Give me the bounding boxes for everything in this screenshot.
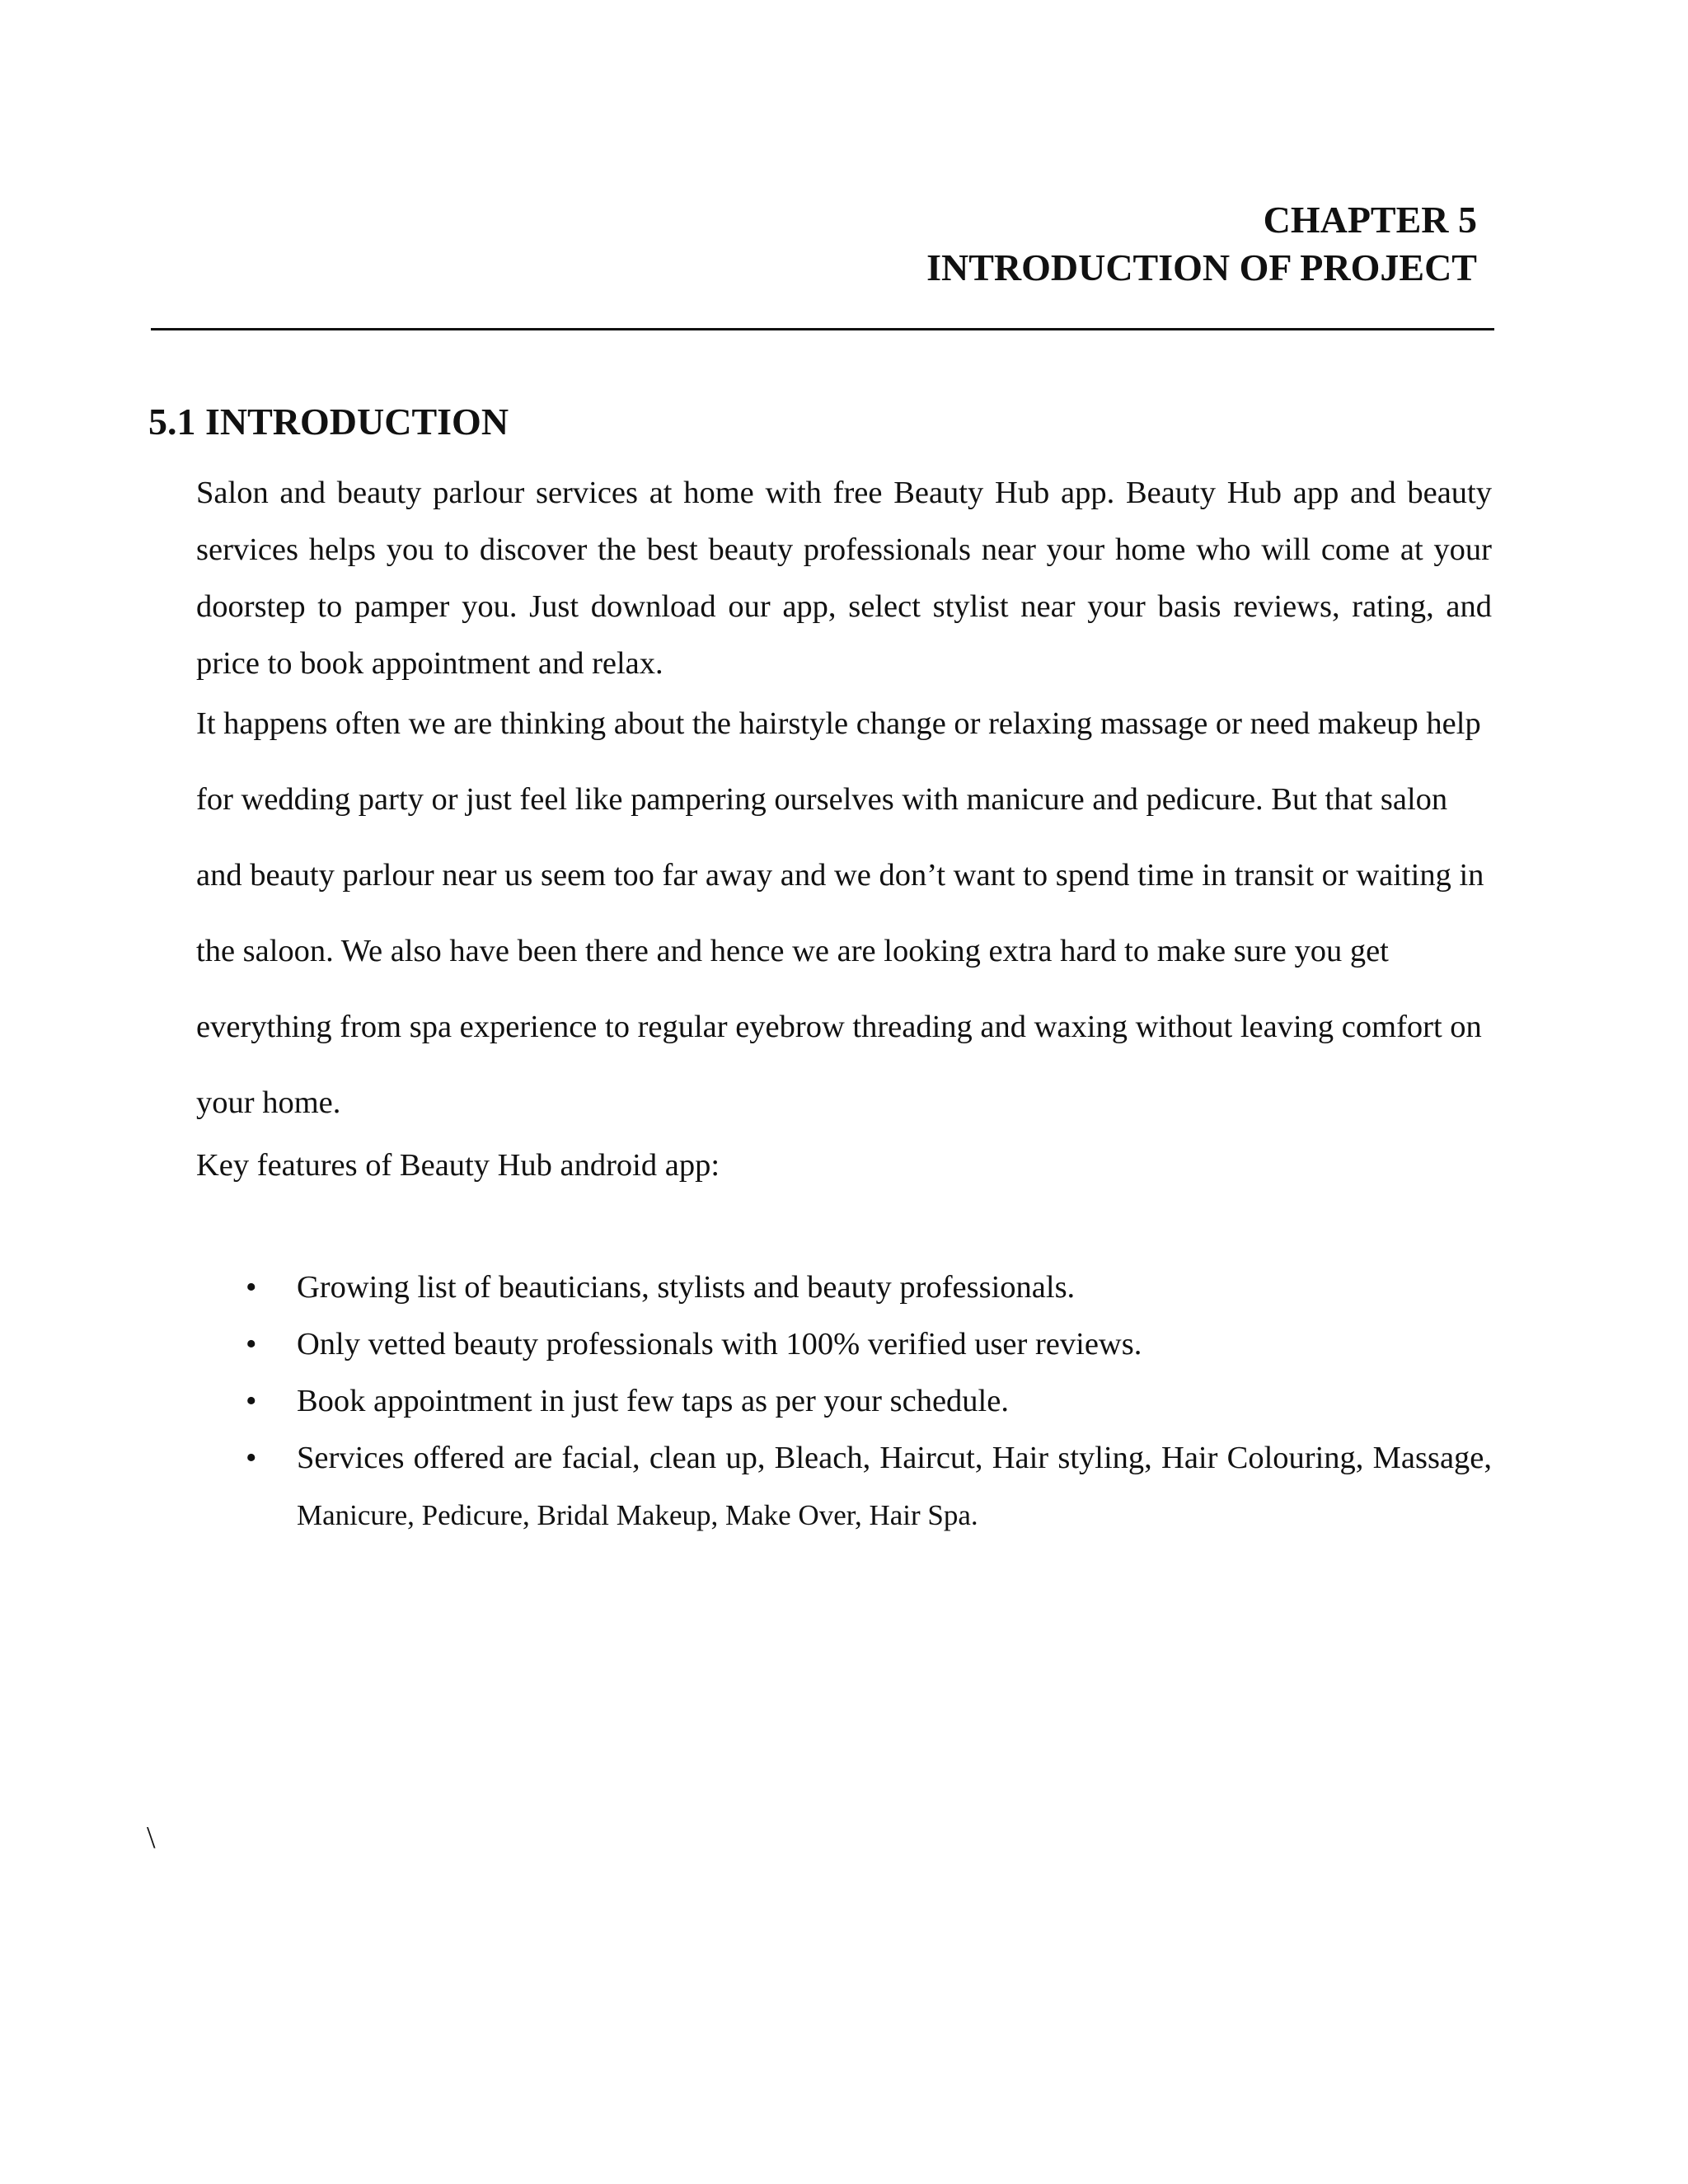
feature-text: Book appointment in just few taps as per your schedule. [297,1384,1009,1418]
bullet-icon: • [246,1384,257,1418]
bullet-icon: • [246,1441,257,1475]
section-title: 5.1 INTRODUCTION [148,401,509,443]
feature-text: Services offered are facial, clean up, Bleach, Haircut, Hair styling, Hair Colouring, Massage, [297,1441,1492,1475]
chapter-number: CHAPTER 5 [1263,199,1477,241]
header-divider [151,328,1494,330]
features-list [239,1259,1492,1544]
stray-backslash: \ [147,1821,156,1855]
bullet-icon: • [246,1327,257,1361]
chapter-title: INTRODUCTION OF PROJECT [926,246,1477,288]
intro-paragraph-2: It happens often we are thinking about the hairstyle change or relaxing massage or need makeup help for wedding party or just feel like pampering ourselves with manicure and pedicure. But that salon and beauty parlour near us seem too far away and we don’t want to spend time in transit or waiting in the saloon. We also have been there and hence we are looking extra hard to make sure you get everything from spa experience to regular eyebrow threading and waxing without leaving comfort on your home. [196,706,1484,1120]
feature-text: Growing list of beauticians, stylists and beauty professionals. [297,1270,1076,1305]
list-item [239,1316,1492,1373]
list-item [239,1430,1492,1544]
chapter-header [926,196,1477,292]
bullet-icon: • [246,1270,257,1305]
features-intro: Key features of Beauty Hub android app: [196,1148,720,1183]
list-item [239,1259,1492,1316]
list-item [239,1373,1492,1430]
feature-text: Only vetted beauty professionals with 100% verified user reviews. [297,1327,1142,1361]
feature-text-tail: Manicure, Pedicure, Bridal Makeup, Make Over, Hair Spa. [297,1499,978,1531]
intro-paragraph-1: Salon and beauty parlour services at home with free Beauty Hub app. Beauty Hub app and beauty services helps you to discover the best beauty professionals near your home who will come at your doorstep to pamper you. Just download our app, select stylist near your basis reviews, rating, and price to book appointment and relax. [196,476,1492,681]
